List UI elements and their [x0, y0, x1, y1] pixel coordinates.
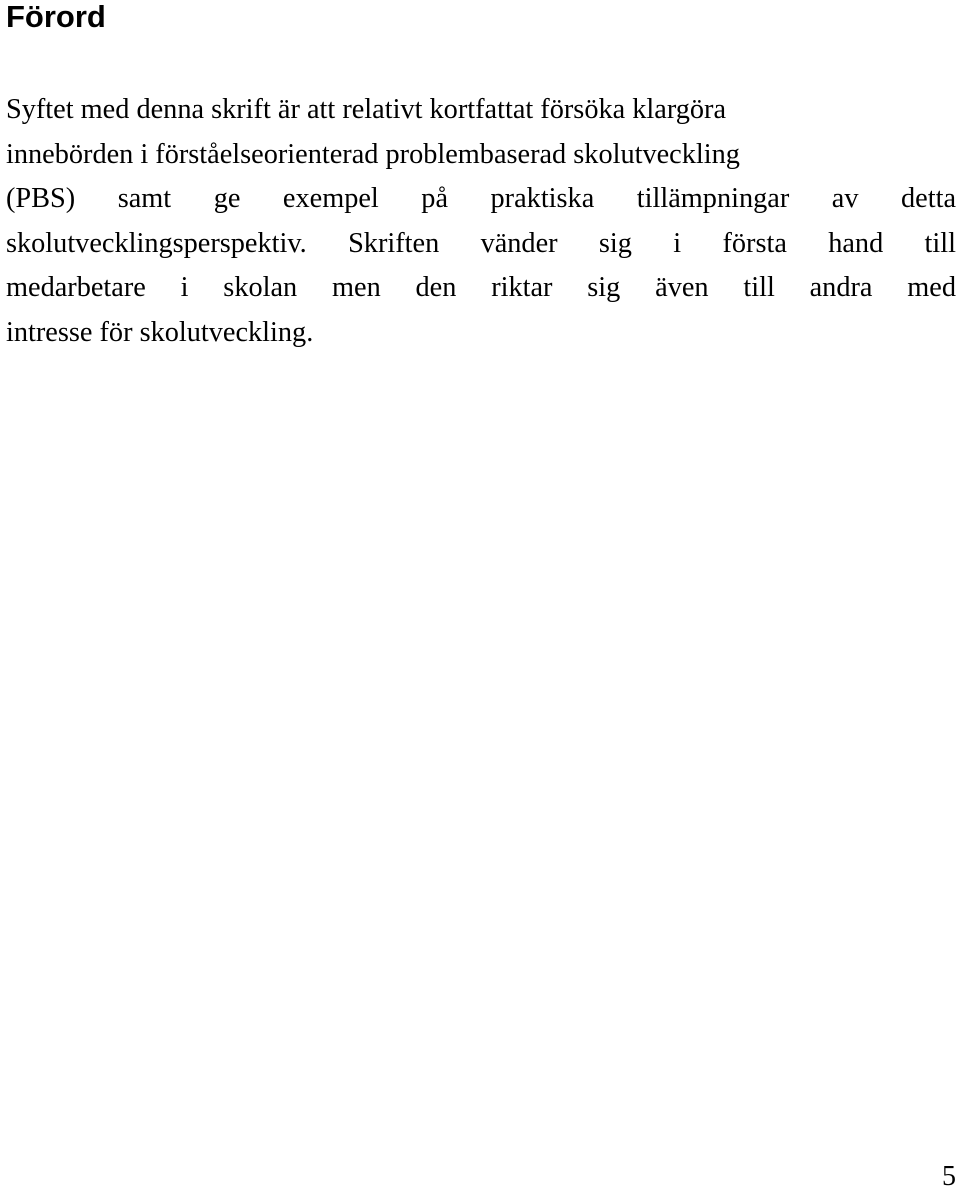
paragraph-line: Syftet med denna skrift är att relativt kortfattat försöka klargöra	[6, 94, 727, 125]
paragraph-line: innebörden i förståelseorienterad problembaserad skolutveckling	[6, 138, 740, 170]
page-number: 5	[942, 1161, 956, 1192]
paragraph-line: medarbetare i skolan men den riktar sig även till andra med	[6, 272, 956, 304]
page-heading: Förord	[6, 0, 106, 34]
foreword-paragraph	[6, 88, 956, 356]
paragraph-line: (PBS) samt ge exempel på praktiska tillämpningar av detta	[6, 183, 956, 215]
paragraph-line: skolutvecklingsperspektiv. Skriften vänder sig i första hand till	[6, 227, 956, 259]
paragraph-line: intresse för skolutveckling.	[6, 316, 314, 348]
